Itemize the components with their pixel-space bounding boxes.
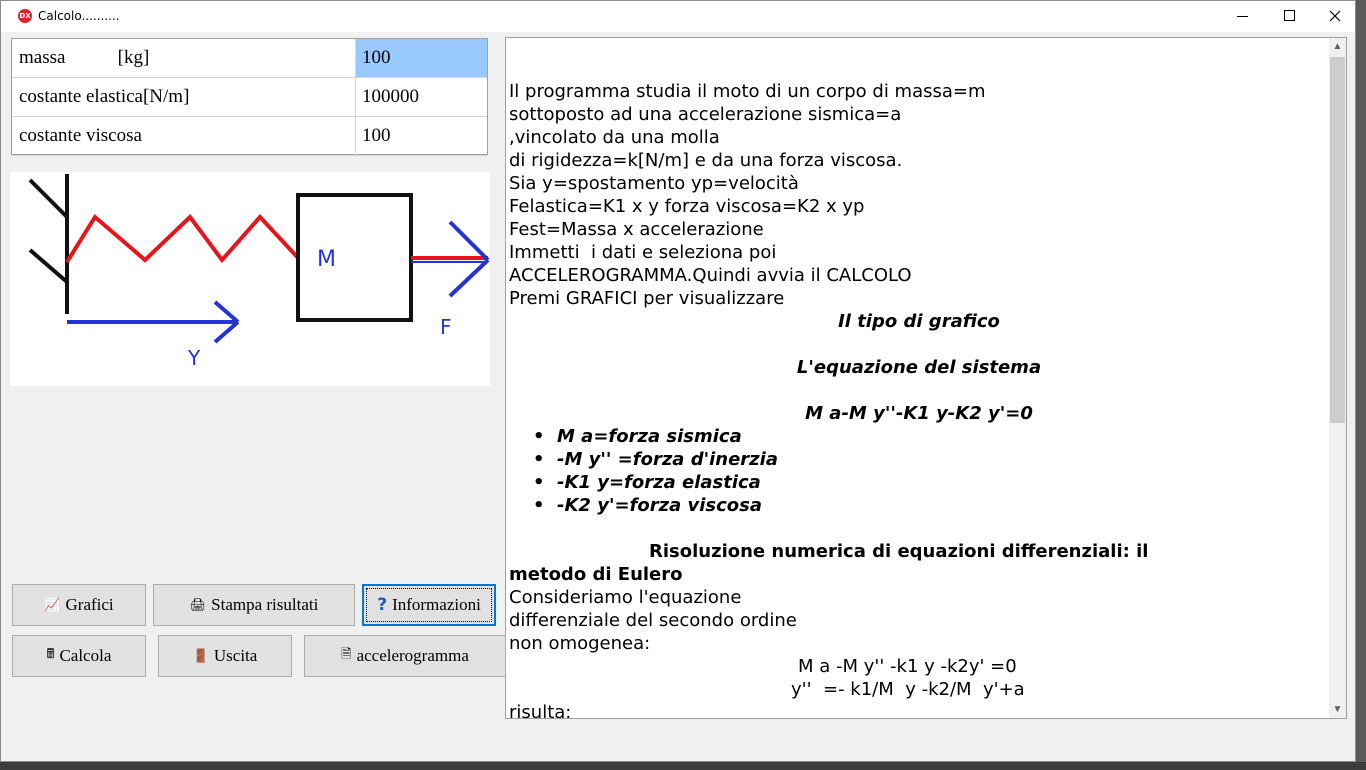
maximize-icon — [1284, 10, 1295, 21]
info-line: Il programma studia il moto di un corpo di massa=m — [509, 81, 986, 102]
costante-elastica-value-cell[interactable] — [355, 78, 487, 116]
scrollbar-thumb[interactable] — [1330, 57, 1345, 423]
bullet-text: • M a=forza sismica — [557, 426, 742, 447]
force-label: F — [440, 315, 452, 339]
accelerogramma-button[interactable] — [304, 635, 506, 677]
info-line: non omogenea: — [509, 633, 651, 654]
heading-equation: L'equazione del sistema — [796, 357, 1042, 378]
bullet-item — [509, 471, 1329, 494]
chart-icon: 📈 — [44, 597, 61, 613]
informazioni-button[interactable] — [362, 584, 496, 626]
stampa-risultati-button[interactable] — [153, 584, 355, 626]
grid-row-costante-viscosa — [12, 117, 487, 156]
informazioni-label: Informazioni — [392, 595, 481, 614]
displacement-label: Y — [188, 346, 201, 370]
info-content — [509, 80, 1329, 719]
close-button[interactable] — [1312, 1, 1358, 32]
bullet-text: • -K1 y=forza elastica — [557, 472, 761, 493]
param-value: 100 — [362, 47, 391, 68]
minimize-button[interactable] — [1220, 1, 1266, 32]
param-label: costante viscosa — [19, 125, 142, 146]
param-value: 100000 — [362, 86, 419, 107]
mass-label: M — [317, 247, 336, 272]
printer-icon: 🖨 — [189, 597, 207, 613]
euler-heading-cont: metodo di Eulero — [509, 564, 683, 585]
app-icon: DX — [18, 9, 32, 23]
grafici-label: Grafici — [65, 595, 114, 614]
grid-row-costante-elastica — [12, 78, 487, 117]
info-line: Fest=Massa x accelerazione — [509, 219, 764, 240]
euler-heading: Risoluzione numerica di equazioni differenziali: il — [649, 541, 1149, 562]
param-value: 100 — [362, 125, 391, 146]
parameters-grid — [11, 38, 488, 155]
bullet-text: • -K2 y'=forza viscosa — [557, 495, 763, 516]
mass-box — [298, 195, 411, 320]
spring-icon — [67, 217, 300, 262]
equation-line: M a -M y'' -k1 y -k2y' =0 — [798, 656, 1017, 677]
info-line: differenziale del secondo ordine — [509, 610, 797, 631]
bullet-item — [509, 448, 1329, 471]
uscita-button[interactable] — [158, 635, 292, 677]
param-label: massa [kg] — [19, 47, 150, 68]
info-line: ,vincolato da una molla — [509, 127, 720, 148]
equation-line: y'' =- k1/M y -k2/M y'+a — [791, 679, 1025, 700]
info-rich-text[interactable] — [505, 37, 1347, 719]
costante-viscosa-value-cell[interactable] — [355, 117, 487, 155]
uscita-label: Uscita — [213, 646, 258, 665]
help-icon: ? — [377, 595, 388, 615]
heading-graph-type: Il tipo di grafico — [838, 311, 1000, 332]
calculator-icon: 🖩 — [46, 647, 55, 662]
info-line: Immetti i dati e seleziona poi — [509, 242, 777, 263]
info-line: di rigidezza=k[N/m] e da una forza viscosa. — [509, 150, 903, 171]
minimize-icon — [1237, 16, 1248, 17]
exit-door-icon: 🚪 — [192, 648, 209, 664]
force-arrow-icon — [411, 222, 488, 296]
scroll-down-icon[interactable]: ▼ — [1332, 704, 1343, 715]
maximize-button[interactable] — [1266, 1, 1312, 32]
document-icon: 🗎 — [341, 647, 352, 662]
system-equation: M a-M y''-K1 y-K2 y'=0 — [805, 403, 1033, 424]
mass-spring-diagram — [10, 172, 490, 386]
bullet-item — [509, 425, 1329, 448]
close-icon — [1329, 10, 1341, 22]
calcola-label: Calcola — [59, 646, 112, 665]
massa-value-cell[interactable] — [355, 39, 487, 77]
info-line: Sia y=spostamento yp=velocità — [509, 173, 799, 194]
info-line: risulta: — [509, 702, 572, 719]
blank-line — [509, 333, 1329, 356]
desktop-edge — [0, 762, 1366, 770]
accelerogramma-label: accelerogramma — [356, 646, 469, 665]
grid-row-massa — [12, 39, 487, 78]
param-label: costante elastica[N/m] — [19, 86, 190, 107]
info-line: Felastica=K1 x y forza viscosa=K2 x yp — [509, 196, 865, 217]
calcola-button[interactable] — [12, 635, 146, 677]
wall-icon — [30, 174, 67, 314]
blank-line — [509, 379, 1329, 402]
stampa-label: Stampa risultati — [211, 595, 319, 614]
info-line: sottoposto ad una accelerazione sismica=a — [509, 104, 902, 125]
title-bar — [1, 1, 1355, 32]
bullet-text: • -M y'' =forza d'inerzia — [557, 449, 778, 470]
scroll-up-icon[interactable]: ▲ — [1332, 41, 1343, 52]
window-title: Calcolo.......... — [38, 9, 120, 23]
vertical-scrollbar[interactable] — [1329, 38, 1346, 718]
info-line: ACCELEROGRAMMA.Quindi avvia il CALCOLO — [509, 265, 912, 286]
info-line: Consideriamo l'equazione — [509, 587, 742, 608]
displacement-arrow-icon — [67, 302, 238, 342]
blank-line — [509, 517, 1329, 540]
grafici-button[interactable] — [12, 584, 146, 626]
bullet-item — [509, 494, 1329, 517]
info-line: Premi GRAFICI per visualizzare — [509, 288, 785, 309]
